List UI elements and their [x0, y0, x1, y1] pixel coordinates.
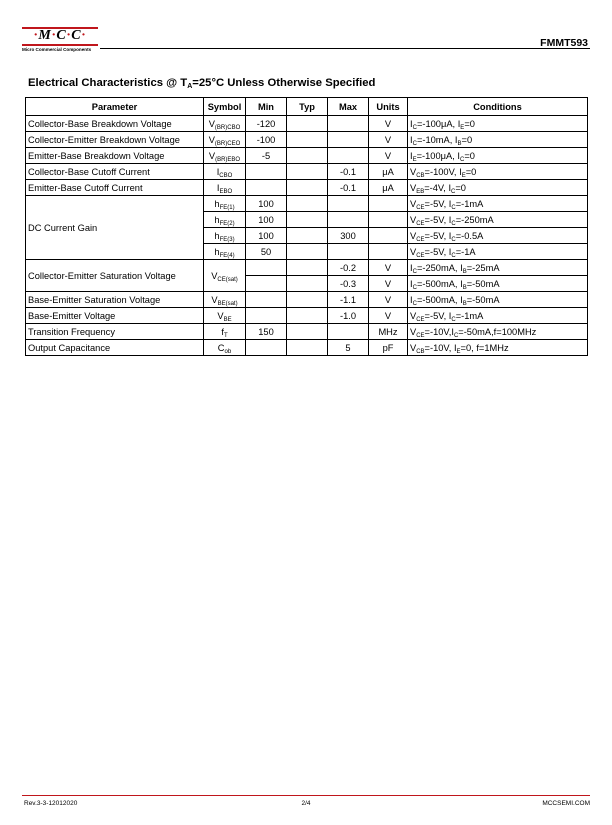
- unit-cell: μA: [369, 180, 408, 196]
- typ-cell: [287, 148, 328, 164]
- parameter-cell: Collector-Emitter Breakdown Voltage: [26, 132, 204, 148]
- min-cell: 100: [246, 196, 287, 212]
- table-row: [26, 164, 588, 180]
- unit-cell: MHz: [369, 324, 408, 340]
- symbol-cell: $V_{BE(sat)}$: [204, 292, 246, 308]
- typ-cell: [287, 212, 328, 228]
- conditions-cell: $I_C=-500mA$, $I_B=-50mA$: [408, 292, 588, 308]
- unit-cell: V: [369, 132, 408, 148]
- table-row: [26, 324, 588, 340]
- col-header-typ: Typ: [287, 98, 328, 116]
- max-cell: [328, 148, 369, 164]
- min-cell: 100: [246, 212, 287, 228]
- col-header-max: Max: [328, 98, 369, 116]
- col-header-symbol: Symbol: [204, 98, 246, 116]
- header-divider: [100, 48, 590, 49]
- max-cell: -0.3: [328, 276, 369, 292]
- symbol-cell: $V_{CE(sat)}$: [204, 260, 246, 292]
- conditions-cell: $I_C=-500mA$, $I_B=-50mA$: [408, 276, 588, 292]
- min-cell: -120: [246, 116, 287, 132]
- logo-text: ·M·C·C·: [33, 28, 87, 43]
- max-cell: -0.1: [328, 180, 369, 196]
- max-cell: [328, 116, 369, 132]
- table-row: [26, 196, 588, 212]
- parameter-cell: Base-Emitter Saturation Voltage: [26, 292, 204, 308]
- unit-cell: V: [369, 292, 408, 308]
- unit-cell: V: [369, 276, 408, 292]
- col-header-units: Units: [369, 98, 408, 116]
- typ-cell: [287, 132, 328, 148]
- parameter-cell: Transition Frequency: [26, 324, 204, 340]
- min-cell: [246, 260, 287, 276]
- unit-cell: V: [369, 148, 408, 164]
- min-cell: 50: [246, 244, 287, 260]
- parameter-cell: Emitter-Base Cutoff Current: [26, 180, 204, 196]
- conditions-cell: $I_C=-10mA$, $I_B=0$: [408, 132, 588, 148]
- parameter-cell: Collector-Base Breakdown Voltage: [26, 116, 204, 132]
- conditions-cell: $V_{CE}=-5V$, $I_C=-250mA$: [408, 212, 588, 228]
- typ-cell: [287, 324, 328, 340]
- max-cell: -0.1: [328, 164, 369, 180]
- typ-cell: [287, 116, 328, 132]
- unit-cell: [369, 244, 408, 260]
- symbol-cell: $V_{BE}$: [204, 308, 246, 324]
- symbol-cell: $h_{FE(2)}$: [204, 212, 246, 228]
- table-row: [26, 116, 588, 132]
- min-cell: [246, 180, 287, 196]
- col-header-min: Min: [246, 98, 287, 116]
- typ-cell: [287, 340, 328, 356]
- max-cell: -1.1: [328, 292, 369, 308]
- conditions-cell: $V_{CE}=-5V$, $I_C=-0.5A$: [408, 228, 588, 244]
- symbol-cell: $V_{(BR)CEO}$: [204, 132, 246, 148]
- typ-cell: [287, 260, 328, 276]
- logo-subtitle: Micro Commercial Components: [22, 47, 92, 52]
- table-row: [26, 260, 588, 276]
- min-cell: 100: [246, 228, 287, 244]
- parameter-cell: Base-Emitter Voltage: [26, 308, 204, 324]
- col-header-conditions: Conditions: [408, 98, 588, 116]
- conditions-cell: $V_{CB}=-100V$, $I_E=0$: [408, 164, 588, 180]
- typ-cell: [287, 308, 328, 324]
- conditions-cell: $V_{CE}=-5V$, $I_C=-1mA$: [408, 308, 588, 324]
- mcc-logo: [22, 26, 98, 54]
- unit-cell: V: [369, 260, 408, 276]
- max-cell: [328, 212, 369, 228]
- col-header-parameter: Parameter: [26, 98, 204, 116]
- max-cell: [328, 196, 369, 212]
- table-row: [26, 308, 588, 324]
- table-row: [26, 148, 588, 164]
- unit-cell: V: [369, 116, 408, 132]
- min-cell: 150: [246, 324, 287, 340]
- min-cell: [246, 308, 287, 324]
- parameter-cell: DC Current Gain: [26, 196, 204, 260]
- symbol-cell: $h_{FE(1)}$: [204, 196, 246, 212]
- typ-cell: [287, 196, 328, 212]
- symbol-cell: $f_T$: [204, 324, 246, 340]
- symbol-cell: $C_{ob}$: [204, 340, 246, 356]
- parameter-cell: Output Capacitance: [26, 340, 204, 356]
- unit-cell: μA: [369, 164, 408, 180]
- section-title: Electrical Characteristics @ $T_A=25^\circ C$ Unless Otherwise Specified: [28, 77, 376, 90]
- table-row: [26, 292, 588, 308]
- typ-cell: [287, 244, 328, 260]
- conditions-cell: $I_C=-100\mu A$, $I_E=0$: [408, 116, 588, 132]
- max-cell: 300: [328, 228, 369, 244]
- footer-website: MCCSEMI.COM: [542, 800, 590, 807]
- conditions-cell: $V_{CE}=-10V,I_C=-50mA,f=100MHz$: [408, 324, 588, 340]
- symbol-cell: $I_{CBO}$: [204, 164, 246, 180]
- footer-divider: [22, 795, 590, 796]
- typ-cell: [287, 228, 328, 244]
- table-header-row: [26, 98, 588, 116]
- unit-cell: [369, 196, 408, 212]
- min-cell: -100: [246, 132, 287, 148]
- symbol-cell: $I_{EBO}$: [204, 180, 246, 196]
- part-number: FMMT593: [540, 37, 588, 49]
- parameter-cell: Collector-Emitter Saturation Voltage: [26, 260, 204, 292]
- logo-bottom-bar: [22, 44, 98, 46]
- symbol-cell: $V_{(BR)CBO}$: [204, 116, 246, 132]
- max-cell: [328, 244, 369, 260]
- conditions-cell: $V_{CE}=-5V$, $I_C=-1A$: [408, 244, 588, 260]
- max-cell: -0.2: [328, 260, 369, 276]
- max-cell: -1.0: [328, 308, 369, 324]
- max-cell: 5: [328, 340, 369, 356]
- symbol-cell: $h_{FE(4)}$: [204, 244, 246, 260]
- min-cell: [246, 292, 287, 308]
- unit-cell: [369, 212, 408, 228]
- unit-cell: [369, 228, 408, 244]
- parameter-cell: Collector-Base Cutoff Current: [26, 164, 204, 180]
- table-row: [26, 340, 588, 356]
- typ-cell: [287, 276, 328, 292]
- electrical-characteristics-table: [25, 97, 588, 356]
- min-cell: -5: [246, 148, 287, 164]
- symbol-cell: $V_{(BR)EBO}$: [204, 148, 246, 164]
- max-cell: [328, 324, 369, 340]
- conditions-cell: $V_{EB}=-4V$, $I_C=0$: [408, 180, 588, 196]
- conditions-cell: $I_C=-250mA$, $I_B=-25mA$: [408, 260, 588, 276]
- typ-cell: [287, 180, 328, 196]
- table-row: [26, 180, 588, 196]
- unit-cell: pF: [369, 340, 408, 356]
- unit-cell: V: [369, 308, 408, 324]
- symbol-cell: $h_{FE(3)}$: [204, 228, 246, 244]
- conditions-cell: $V_{CE}=-5V$, $I_C=-1mA$: [408, 196, 588, 212]
- typ-cell: [287, 292, 328, 308]
- footer-page-number: 2/4: [301, 800, 311, 807]
- min-cell: [246, 340, 287, 356]
- max-cell: [328, 132, 369, 148]
- min-cell: [246, 164, 287, 180]
- typ-cell: [287, 164, 328, 180]
- conditions-cell: $I_E=-100\mu A$, $I_C=0$: [408, 148, 588, 164]
- table-row: [26, 132, 588, 148]
- parameter-cell: Emitter-Base Breakdown Voltage: [26, 148, 204, 164]
- footer-revision: Rev.3-3-12012020: [24, 800, 78, 807]
- min-cell: [246, 276, 287, 292]
- conditions-cell: $V_{CB}=-10V$, $I_E=0$, f=1MHz: [408, 340, 588, 356]
